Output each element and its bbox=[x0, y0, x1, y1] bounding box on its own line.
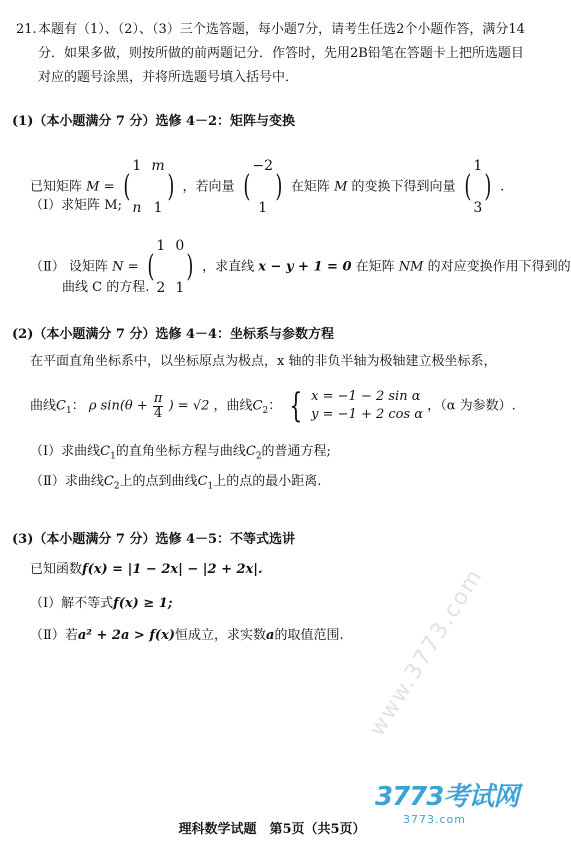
q1-part2-line2: 曲线 C 的方程. bbox=[62, 280, 150, 295]
q1-given-mid3: 的变换下得到向量 bbox=[351, 179, 456, 195]
q3-given bbox=[30, 560, 263, 580]
q2-part1-text: 求曲线 bbox=[61, 444, 101, 459]
q3-part2-label: （Ⅱ） bbox=[30, 628, 65, 643]
intro-paragraph bbox=[16, 18, 536, 90]
q2-part1-label: （Ⅰ） bbox=[30, 444, 62, 459]
inequality: f(x) ≥ 1; bbox=[113, 596, 173, 611]
q1-part2-mid2: 在矩阵 bbox=[355, 259, 395, 275]
matrix-cell: 1 bbox=[175, 280, 185, 296]
watermark-url: 3773.com bbox=[403, 813, 466, 826]
matrix-M: ( 1 m n 1 ) bbox=[121, 146, 177, 228]
q1-title: (1)（本小题满分 7 分）选修 4－2：矩阵与变换 bbox=[12, 114, 296, 129]
curve1-subscript: 1 bbox=[110, 451, 116, 462]
q2-part2 bbox=[30, 472, 321, 497]
q2-part2-label: （Ⅱ） bbox=[30, 474, 65, 489]
vector-cell: 1 bbox=[473, 158, 483, 174]
curve1-eq-a: ρ sin(θ + bbox=[88, 398, 148, 414]
curve1-prefix: 曲线 bbox=[30, 398, 57, 414]
frac-numerator: π bbox=[153, 390, 163, 406]
matrix-M-ref: M bbox=[334, 179, 348, 195]
q1-given-prefix: 已知矩阵 bbox=[30, 179, 83, 195]
q2-intro: 在平面直角坐标系中，以坐标原点为极点，x 轴的非负半轴为极轴建立极坐标系， bbox=[30, 354, 497, 369]
q2-part2-text: 上的点的最小距离. bbox=[213, 474, 322, 489]
curve1-symbol: C bbox=[100, 444, 111, 459]
vector-b: ( 1 3 ) bbox=[462, 146, 494, 228]
expression: a² + 2a > f(x) bbox=[77, 628, 175, 643]
vector-cell: −2 bbox=[252, 158, 274, 174]
q2-part1-text: 的直角坐标方程与曲线 bbox=[115, 444, 246, 459]
q3-part1 bbox=[30, 594, 173, 614]
function-def: f(x) = |1 − 2x| − |2 + 2x|. bbox=[82, 562, 263, 577]
q2-title: (2)（本小题满分 7 分）选修 4－4：坐标系与参数方程 bbox=[12, 327, 335, 342]
intro-text: 本题有（1）、（2）、（3）三个选答题，每小题7分，请考生任选2个小题作答，满分14分．如果多做，则按所做的前两题记分．作答时，先用2B铅笔在答题卡上把所选题目对应的题号涂黑，并将所选题号填入括号中． bbox=[38, 22, 525, 85]
q1-part2-label: （Ⅱ） bbox=[30, 259, 65, 275]
q3-part2-text: 若 bbox=[64, 628, 78, 643]
q1-given-mid2: 在矩阵 bbox=[290, 179, 330, 195]
curve1-colon: ： bbox=[71, 398, 85, 414]
page-footer: 理科数学试题 第5页（共5页） bbox=[178, 822, 366, 837]
q3-part1-label: （Ⅰ） bbox=[30, 596, 62, 611]
matrix-cell: 0 bbox=[175, 238, 185, 254]
q3-part2 bbox=[30, 626, 344, 646]
curve2-subscript: 2 bbox=[113, 481, 120, 492]
q3-given-text: 已知函数 bbox=[30, 562, 83, 577]
curve2-prefix: ，曲线 bbox=[213, 398, 253, 414]
variable-a: a bbox=[266, 628, 275, 643]
matrix-cell: 1 bbox=[153, 200, 163, 216]
vector-cell: 1 bbox=[258, 200, 268, 216]
q1-given-mid: ，若向量 bbox=[182, 179, 235, 195]
q1-part1-label: （Ⅰ） bbox=[30, 198, 62, 213]
q3-title: (3)（本小题满分 7 分）选修 4－5：不等式选讲 bbox=[12, 532, 296, 547]
q1-part2-end: 的对应变换作用下得到的 bbox=[427, 259, 571, 275]
q2-part2-text: 求曲线 bbox=[64, 474, 104, 489]
q1-part1 bbox=[30, 196, 122, 216]
matrix-cell: 1 bbox=[156, 238, 166, 254]
vector-cell: 3 bbox=[473, 200, 483, 216]
curve2-symbol: C bbox=[103, 474, 114, 489]
curve1-subscript: 1 bbox=[207, 481, 214, 492]
curve1-eq-b: ) = √2 bbox=[168, 398, 210, 414]
curve2-symbol: C bbox=[245, 444, 256, 459]
matrix-NM: NM bbox=[398, 259, 424, 275]
q1-part2-mid: ，求直线 bbox=[202, 259, 255, 275]
q2-curves: 曲线$C_1$： ρ sin(θ + $\frac{\pi}{4}$ ) = √2 ，曲线$C_2$： { x = −1 − 2 sin α y = −1 + 2 cos α ，（α 为参数）. bbox=[30, 386, 516, 426]
matrix-cell: 1 bbox=[132, 158, 142, 174]
matrix-cell: 2 bbox=[156, 280, 166, 296]
matrix-M-symbol: M = bbox=[86, 179, 115, 195]
question-number: 21. bbox=[16, 22, 37, 37]
curve2-subscript: 2 bbox=[255, 451, 262, 462]
frac-denominator: 4 bbox=[154, 405, 163, 421]
matrix-N: ( 1 0 2 1 ) bbox=[145, 226, 196, 308]
param-note: ，（α 为参数）. bbox=[427, 398, 516, 414]
q1-part2-prefix: 设矩阵 bbox=[68, 259, 108, 275]
q1-given-end: . bbox=[500, 179, 505, 195]
matrix-cell: m bbox=[151, 158, 165, 174]
curve2-subscript: 2 bbox=[262, 406, 269, 417]
curve1-symbol: C bbox=[197, 474, 208, 489]
q3-part2-text: 的取值范围. bbox=[274, 628, 344, 643]
curve2-symbol: C bbox=[252, 398, 263, 414]
q2-part2-text: 上的点到曲线 bbox=[119, 474, 198, 489]
curve2-colon: ： bbox=[268, 398, 282, 414]
q2-part1-text: 的普通方程; bbox=[261, 444, 331, 459]
matrix-N-symbol: N = bbox=[112, 259, 139, 275]
system-line: y = −1 + 2 cos α bbox=[311, 407, 424, 422]
watermark-logo: 3773考试网 bbox=[375, 782, 519, 812]
vector-a: ( −2 1 ) bbox=[241, 146, 285, 228]
curve1-subscript: 1 bbox=[65, 406, 72, 417]
matrix-cell: n bbox=[132, 200, 142, 216]
diagonal-watermark: www.3773.com bbox=[364, 564, 489, 741]
q3-part2-text: 恒成立，求实数 bbox=[174, 628, 266, 643]
line-equation: x − y + 1 = 0 bbox=[258, 259, 352, 275]
q1-part1-text: 求矩阵 M; bbox=[61, 198, 122, 213]
system-line: x = −1 − 2 sin α bbox=[311, 389, 421, 404]
pi-over-four bbox=[153, 392, 164, 421]
q2-part1 bbox=[30, 442, 331, 467]
curve1-symbol: C bbox=[56, 398, 66, 414]
q3-part1-text: 解不等式 bbox=[61, 596, 114, 611]
param-system bbox=[311, 388, 423, 424]
